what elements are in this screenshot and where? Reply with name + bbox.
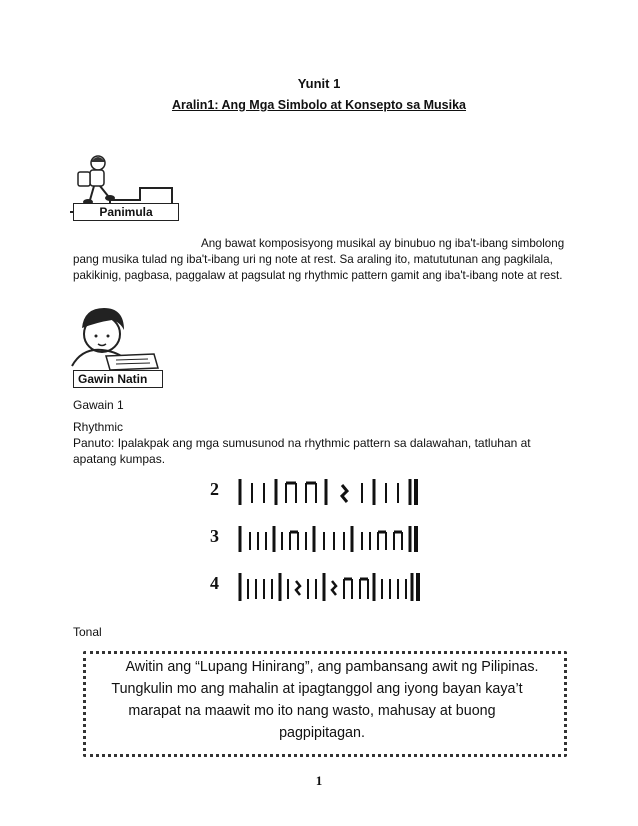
meter-number: 3 bbox=[210, 526, 219, 546]
tonal-line: Awitin ang “Lupang Hinirang”, ang pambansang awit ng Pilipinas. bbox=[125, 659, 539, 675]
unit-title: Yunit 1 bbox=[297, 76, 341, 91]
panimula-label: Panimula bbox=[73, 203, 179, 221]
tonal-line: Tungkulin mo ang mahalin at ipagtanggol ang iyong bayan kaya’t bbox=[111, 681, 523, 697]
lesson-title: Aralin1: Ang Mga Simbolo at Konsepto sa Musika bbox=[171, 98, 467, 112]
panimula-paragraph bbox=[73, 236, 573, 284]
page-number: 1 bbox=[315, 773, 323, 788]
tonal-line: marapat na maawit mo ito nang wasto, mahusay at buong bbox=[128, 703, 496, 719]
rhythm-notation-2 bbox=[236, 477, 446, 507]
meter-number: 2 bbox=[210, 479, 219, 499]
rhythm-notation-3 bbox=[236, 524, 446, 554]
rhythmic-heading: Rhythmic bbox=[73, 420, 124, 434]
tonal-text bbox=[83, 656, 561, 744]
meter-number: 4 bbox=[210, 573, 219, 593]
rhythm-notation-4 bbox=[236, 571, 446, 605]
panuto-text: Panuto: Ipalakpak ang mga sumusunod na rhythmic pattern sa dalawahan, tatluhan at apatang kumpas. bbox=[73, 436, 531, 466]
gawain-heading: Gawain 1 bbox=[73, 398, 124, 412]
panimula-intro: Ang bawat komposisyong musikal ay binubuo ng iba't-ibang bbox=[201, 237, 509, 250]
child-writing-icon bbox=[64, 306, 160, 372]
tonal-heading: Tonal bbox=[73, 625, 102, 639]
gawin-natin-label: Gawin Natin bbox=[73, 370, 163, 388]
panimula-body: simbolong pang musika tulad ng iba't-ibang uri ng note at rest. Sa araling ito, matututunan ang pagkilala, pakikinig, pagbasa, paggalaw at pagsulat ng rhythmic pattern gamit ang iba't-ibang note at rest. bbox=[73, 237, 565, 282]
tonal-line: pagpipitagan. bbox=[279, 725, 365, 741]
